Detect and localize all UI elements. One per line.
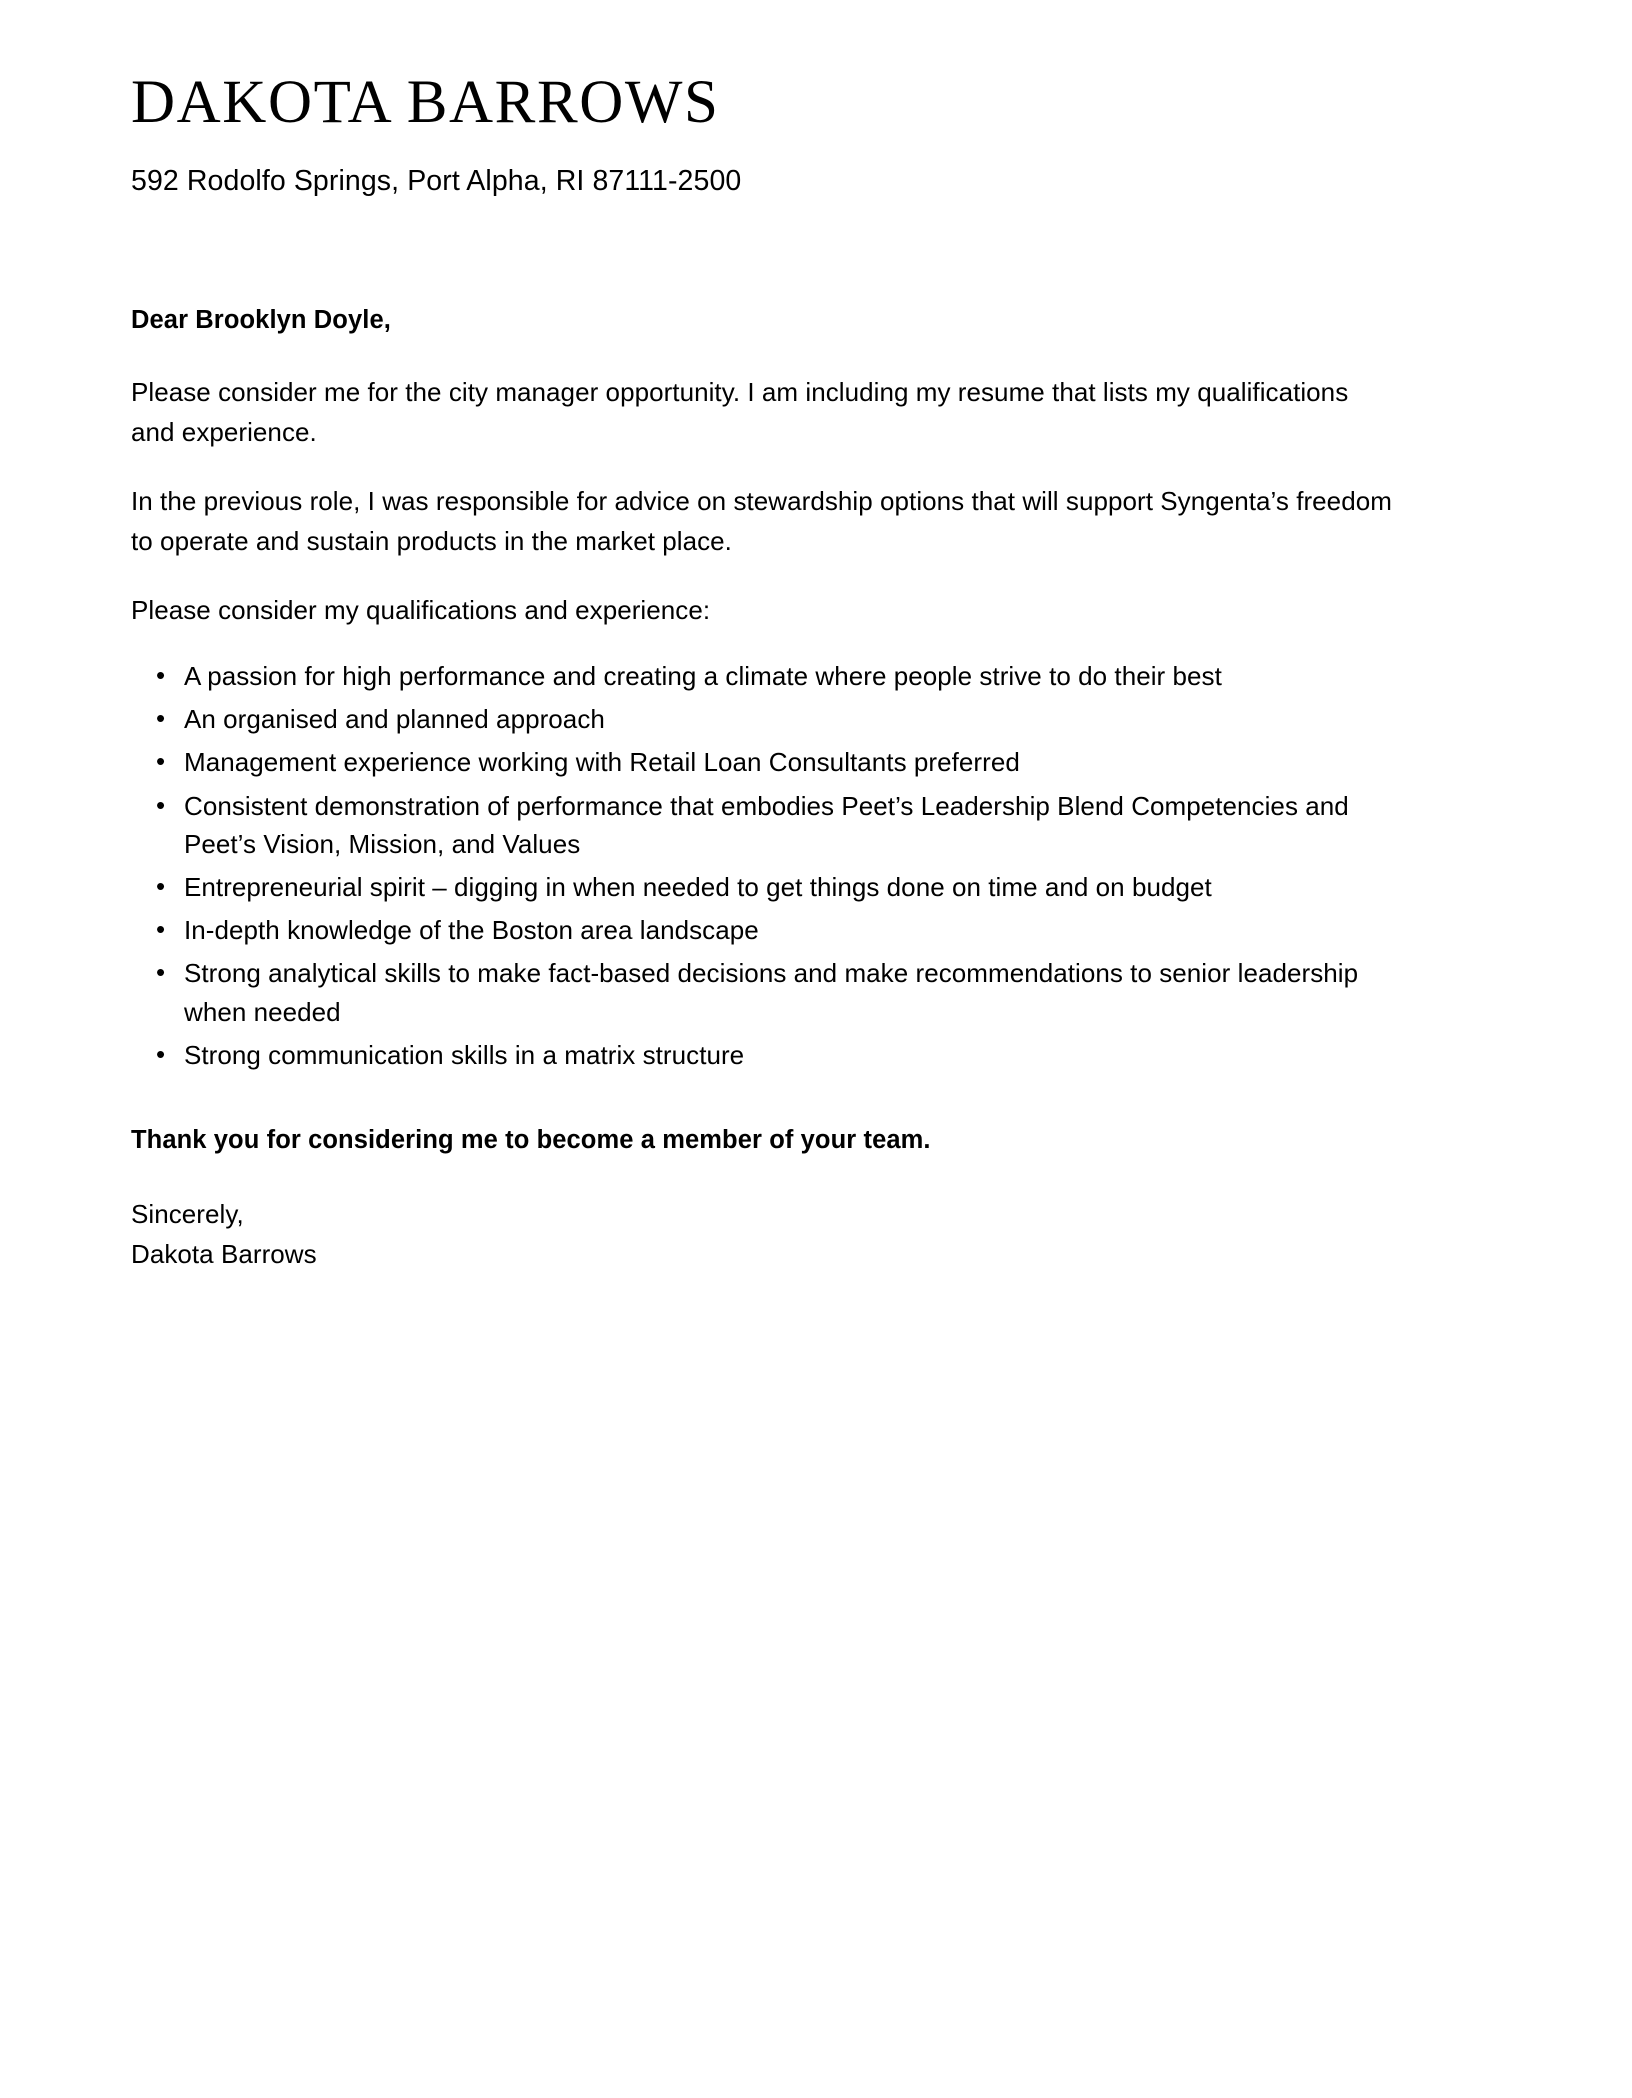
page-title: DAKOTA BARROWS [131,69,720,136]
qualifications-intro: Please consider my qualifications and experience: [131,595,711,626]
qualifications-list [131,657,1421,1074]
list-item: • In-depth knowledge of the Boston area landscape [131,911,1421,949]
list-item: • Entrepreneurial spirit – digging in when needed to get things done on time and on budget [131,868,1421,906]
signature-block [131,1195,1492,1274]
list-item: • A passion for high performance and creating a climate where people strive to do their best [131,657,1421,695]
sender-address: 592 Rodolfo Springs, Port Alpha, RI 87111-2500 [131,164,742,197]
signoff-closing: Sincerely, [131,1199,244,1230]
signoff-name: Dakota Barrows [131,1238,317,1269]
list-item: • Strong communication skills in a matrix structure [131,1036,1421,1074]
list-item: • Management experience working with Retail Loan Consultants preferred [131,743,1421,781]
body-paragraph-1: Please consider me for the city manager opportunity. I am including my resume that lists my qualifications and experience. [131,377,1349,447]
list-item: • An organised and planned approach [131,700,1421,738]
body-paragraph-2: In the previous role, I was responsible for advice on stewardship options that will support Syngenta’s freedom to operate and sustain products in the market place. [131,486,1392,556]
list-item: • Strong analytical skills to make fact-based decisions and make recommendations to senior leadership when needed [131,954,1421,1030]
closing-statement: Thank you for considering me to become a member of your team. [131,1126,931,1155]
salutation: Dear Brooklyn Doyle, [131,306,391,335]
letter-body [131,302,1492,1274]
list-item: • Consistent demonstration of performance that embodies Peet’s Leadership Blend Competencies and Peet’s Vision, Mission, and Values [131,787,1421,863]
